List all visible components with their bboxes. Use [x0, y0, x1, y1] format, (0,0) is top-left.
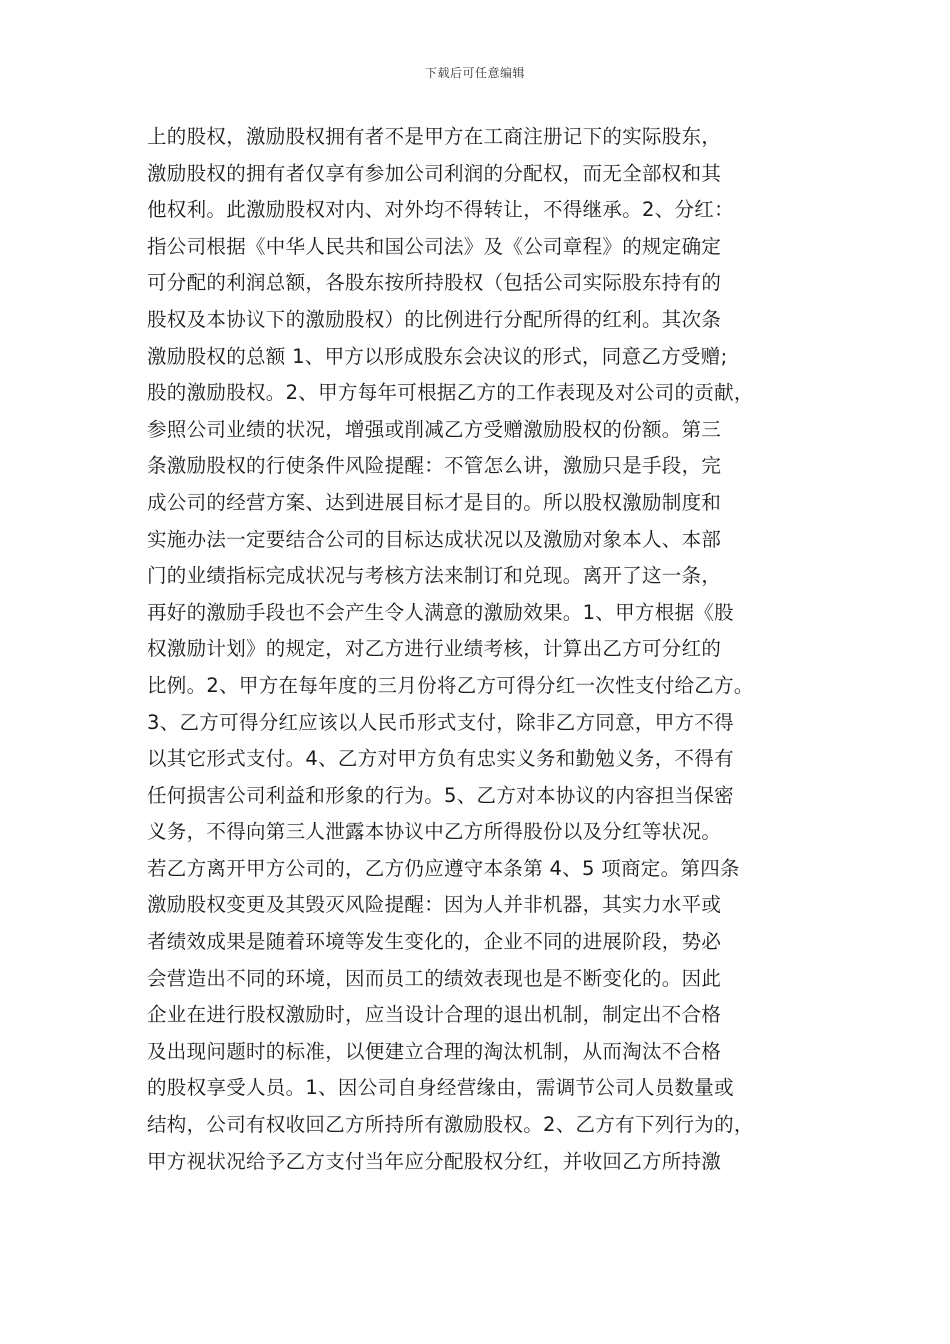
body-line: 实施办法一定要结合公司的目标达成状况以及激励对象本人、本部	[147, 527, 722, 551]
document-body	[147, 119, 827, 1180]
body-line: 任何损害公司利益和形象的行为。5、乙方对本协议的内容担当保密	[147, 783, 734, 807]
body-line: 上的股权，激励股权拥有者不是甲方在工商注册记下的实际股东，	[147, 125, 722, 148]
body-line: 权激励计划》的规定，对乙方进行业绩考核，计算出乙方可分红的	[147, 637, 722, 661]
body-line: 他权利。此激励股权对内、对外均不得转让，不得继承。2、分红：	[147, 198, 734, 222]
body-line: 义务，不得向第三人泄露本协议中乙方所得股份以及分红等状况。	[147, 820, 722, 844]
body-line: 参照公司业绩的状况，增强或削减乙方受赠激励股权的份额。第三	[147, 417, 722, 441]
body-line: 及出现问题时的标准，以便建立合理的淘汰机制，从而淘汰不合格	[147, 1039, 722, 1063]
body-line: 者绩效成果是随着环境等发生变化的，企业不同的进展阶段，势必	[147, 930, 722, 954]
body-line: 结构，公司有权收回乙方所持所有激励股权。2、乙方有下列行为的，	[147, 1113, 754, 1137]
body-line: 股的激励股权。2、甲方每年可根据乙方的工作表现及对公司的贡献，	[147, 381, 754, 405]
body-line: 甲方视状况给予乙方支付当年应分配股权分红，并收回乙方所持激	[147, 1149, 722, 1173]
body-line: 激励股权的拥有者仅享有参加公司利润的分配权，而无全部权和其	[147, 161, 722, 185]
body-line: 激励股权变更及其毁灭风险提醒：因为人并非机器，其实力水平或	[147, 893, 722, 917]
page-header: 下载后可任意编辑	[424, 66, 525, 80]
body-line: 企业在进行股权激励时，应当设计合理的退出机制，制定出不合格	[147, 1003, 722, 1027]
body-line: 激励股权的总额 1、甲方以形成股东会决议的形式，同意乙方受赠;	[147, 344, 728, 368]
body-line: 可分配的利润总额，各股东按所持股权（包括公司实际股东持有的	[147, 271, 722, 295]
body-line: 股权及本协议下的激励股权）的比例进行分配所得的红利。其次条	[147, 307, 722, 331]
body-line: 3、乙方可得分红应该以人民币形式支付，除非乙方同意，甲方不得	[147, 710, 734, 734]
body-line: 若乙方离开甲方公司的，乙方仍应遵守本条第 4、5 项商定。第四条	[147, 856, 740, 880]
body-line: 会营造出不同的环境，因而员工的绩效表现也是不断变化的。因此	[147, 966, 722, 990]
body-line: 成公司的经营方案、达到进展目标才是目的。所以股权激励制度和	[147, 490, 722, 514]
body-line: 的股权享受人员。1、因公司自身经营缘由，需调节公司人员数量或	[147, 1076, 734, 1100]
body-line: 比例。2、甲方在每年度的三月份将乙方可得分红一次性支付给乙方。	[147, 673, 754, 697]
body-line: 指公司根据《中华人民共和国公司法》及《公司章程》的规定确定	[147, 234, 722, 258]
body-line: 以其它形式支付。4、乙方对甲方负有忠实义务和勤勉义务，不得有	[147, 747, 734, 771]
body-line: 条激励股权的行使条件风险提醒：不管怎么讲，激励只是手段，完	[147, 454, 722, 478]
body-line: 再好的激励手段也不会产生令人满意的激励效果。1、甲方根据《股	[147, 600, 734, 624]
body-line: 门的业绩指标完成状况与考核方法来制订和兑现。离开了这一条，	[147, 564, 722, 588]
